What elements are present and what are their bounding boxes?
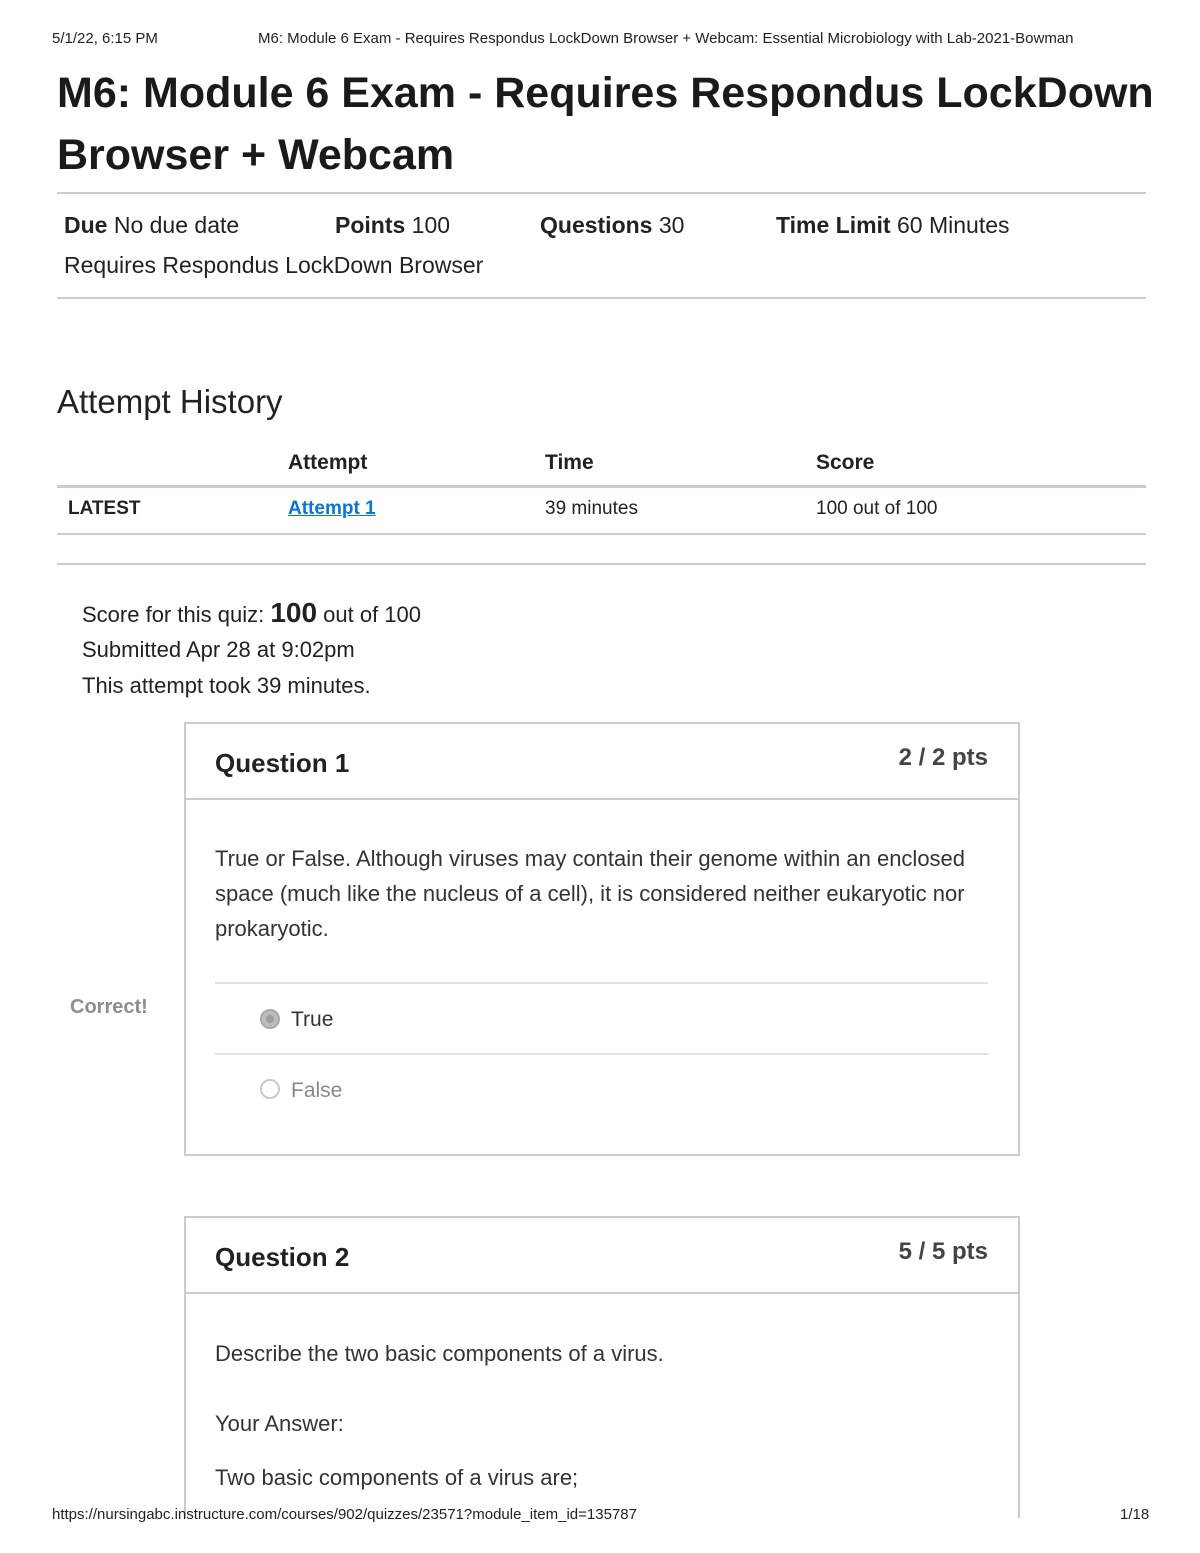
- table-header-divider: [57, 485, 1146, 488]
- score-suffix: out of 100: [323, 602, 422, 627]
- question-text: True or False. Although viruses may contain their genome within an enclosed space (much like the nucleus of a cell), it is considered neither eukaryotic nor prokaryotic.: [215, 846, 966, 941]
- print-page-number: 1/18: [1120, 1506, 1150, 1523]
- table-row-divider: [57, 533, 1146, 535]
- points-value: 100: [411, 212, 451, 238]
- due-value: No due date: [113, 212, 240, 238]
- attempt-time: 39 minutes: [545, 498, 638, 519]
- latest-tag: LATEST: [68, 498, 141, 519]
- divider: [57, 563, 1146, 565]
- print-url: https://nursingabc.instructure.com/courses/902/quizzes/23571?module_item_id=135787: [52, 1506, 637, 1523]
- question-text: Describe the two basic components of a virus.: [215, 1341, 664, 1366]
- your-answer-label: Your Answer:: [215, 1411, 344, 1436]
- question-title: Question 2: [215, 1242, 350, 1272]
- due-label: Due: [64, 212, 108, 238]
- answer-text: Two basic components of a virus are;: [215, 1465, 579, 1490]
- divider: [57, 297, 1146, 299]
- question-title: Question 1: [215, 748, 350, 778]
- points-label: Points: [335, 212, 406, 238]
- attempt-score: 100 out of 100: [816, 498, 938, 519]
- option-false-label: False: [291, 1079, 343, 1102]
- questions-info: [540, 212, 684, 239]
- correct-answer-label: Correct!: [70, 996, 148, 1018]
- column-header-attempt: Attempt: [288, 451, 368, 474]
- option-true-label: True: [291, 1008, 334, 1031]
- answer-divider: [215, 982, 988, 984]
- lockdown-requirement: Requires Respondus LockDown Browser: [64, 252, 484, 278]
- question-points: 5 / 5 pts: [898, 1238, 988, 1265]
- due-info: [64, 212, 239, 239]
- score-value: 100: [270, 597, 318, 628]
- attempt-history-heading: Attempt History: [57, 383, 283, 420]
- print-doc-title: M6: Module 6 Exam - Requires Respondus LockDown Browser + Webcam: Essential Microbiology with Lab-2021-Bowman: [258, 30, 1074, 47]
- points-info: [335, 212, 450, 239]
- time-limit-info: [776, 212, 1010, 239]
- questions-label: Questions: [540, 212, 653, 238]
- answer-divider: [215, 1053, 988, 1055]
- question-1-card: [184, 722, 1020, 1156]
- questions-value: 30: [658, 212, 685, 238]
- time-limit-label: Time Limit: [776, 212, 891, 238]
- column-header-time: Time: [545, 451, 594, 474]
- attempt-1-link[interactable]: Attempt 1: [288, 498, 376, 519]
- page-title: M6: Module 6 Exam - Requires Respondus LockDown Browser + Webcam: [57, 69, 1154, 179]
- time-limit-value: 60 Minutes: [897, 212, 1010, 238]
- submitted-time: Submitted Apr 28 at 9:02pm: [82, 637, 355, 662]
- radio-true[interactable]: [260, 1009, 280, 1029]
- question-header: [186, 724, 1018, 800]
- score-prefix: Score for this quiz:: [82, 602, 265, 627]
- question-header: [186, 1218, 1018, 1294]
- question-points: 2 / 2 pts: [898, 744, 988, 771]
- quiz-score-summary: [82, 597, 421, 629]
- attempt-duration: This attempt took 39 minutes.: [82, 673, 371, 698]
- question-2-card: [184, 1216, 1020, 1518]
- radio-false[interactable]: [260, 1079, 280, 1099]
- column-header-score: Score: [816, 451, 875, 474]
- divider: [57, 192, 1146, 194]
- print-datetime: 5/1/22, 6:15 PM: [52, 30, 158, 47]
